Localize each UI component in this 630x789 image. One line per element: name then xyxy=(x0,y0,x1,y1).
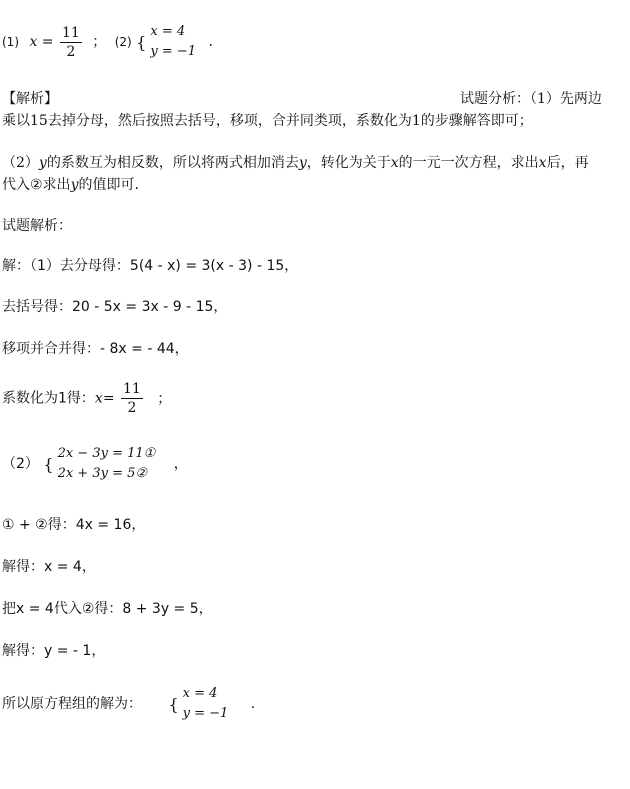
analysis-text: 去掉分母，然后按照去括号，移项，合并同类项，系数化为 xyxy=(47,113,412,129)
analysis-heading: 【解析】 xyxy=(2,91,58,107)
analysis-text: 的一元一次方程，求出 xyxy=(398,155,539,171)
solution-text: . xyxy=(250,696,256,712)
solution-step-7: 解得：x = 4， xyxy=(2,559,96,575)
answer-part2-system xyxy=(136,22,196,62)
solution-text: 所以原方程组的解为： xyxy=(2,696,142,712)
solution-step-2: 去括号得：20 - 5x = 3x - 9 - 15， xyxy=(2,299,228,315)
variable-x: x xyxy=(390,155,399,171)
system-row-2: y = −1 xyxy=(150,44,197,59)
analysis-title-row xyxy=(460,88,602,108)
fraction-denominator: 2 xyxy=(127,400,137,416)
system-brace: { xyxy=(168,694,179,714)
answer-part1-lhs: x = xyxy=(29,34,54,50)
analysis-text: 代入②求出 xyxy=(2,177,71,193)
equals-sign: = xyxy=(102,390,115,407)
paren-close: ） xyxy=(24,155,39,171)
fraction-numerator: 11 xyxy=(123,381,141,397)
system-brace: { xyxy=(136,32,147,52)
analysis-title: 试题分析： xyxy=(460,91,530,107)
final-system xyxy=(168,684,228,724)
analysis-number: 15 xyxy=(30,113,48,129)
answer-line xyxy=(2,22,213,62)
system-row-1: 2x − 3y = 11① xyxy=(57,446,156,461)
solution-step-9: 解得：y = - 1， xyxy=(2,643,106,659)
solution-text: ； xyxy=(157,390,172,407)
analysis-text: 的值即可. xyxy=(78,177,139,193)
variable-y: y xyxy=(38,155,47,171)
system-row-1: x = 4 xyxy=(150,24,186,39)
step-number: 1 xyxy=(537,91,546,107)
analysis-text: ，转化为关于 xyxy=(306,155,391,171)
analysis-text: 后，再 xyxy=(546,155,589,171)
solution-title: 试题解析： xyxy=(2,218,72,234)
system-brace: { xyxy=(43,454,54,474)
answer-part1-label: (1) xyxy=(2,35,19,49)
system-row-2: y = −1 xyxy=(182,706,229,721)
solution-step-1: 解：（1）去分母得：5(4 - x) = 3(x - 3) - 15， xyxy=(2,258,299,274)
system-row-1: x = 4 xyxy=(182,686,218,701)
solution-step-10 xyxy=(2,684,255,724)
step-number: 2 xyxy=(16,155,25,171)
answer-end: . xyxy=(208,34,213,50)
solution-text: ， xyxy=(173,456,188,472)
answer-separator: ； xyxy=(92,34,107,50)
equation-system xyxy=(43,444,155,484)
system-row-2: 2x + 3y = 5② xyxy=(57,466,148,481)
analysis-line1-text: ）先两边 xyxy=(545,91,602,107)
solution-step-3: 移项并合并得：- 8x = - 44， xyxy=(2,341,189,357)
variable-x: x xyxy=(538,155,547,171)
answer-part2-label: (2) xyxy=(114,35,132,49)
fraction-numerator: 11 xyxy=(61,24,80,41)
answer-part1-fraction xyxy=(60,24,82,61)
solution-step-5 xyxy=(2,444,188,484)
analysis-line-2 xyxy=(2,110,533,130)
variable-y: y xyxy=(70,177,79,193)
solution-text: 系数化为1得： xyxy=(2,390,95,407)
variable-x: x xyxy=(94,390,103,407)
variable-y: y xyxy=(298,155,307,171)
analysis-line-3 xyxy=(2,152,589,172)
solution-fraction xyxy=(121,380,143,417)
analysis-text: 乘以 xyxy=(2,113,30,129)
solution-step-4 xyxy=(2,380,171,417)
paren-open: （ xyxy=(530,91,537,107)
paren-open: （ xyxy=(2,155,16,171)
analysis-text: 的步骤解答即可； xyxy=(420,113,533,129)
analysis-line-4 xyxy=(2,174,139,194)
solution-step-6: ① + ②得：4x = 16， xyxy=(2,517,146,533)
analysis-number: 1 xyxy=(411,113,421,129)
analysis-text: 的系数互为相反数，所以将两式相加消去 xyxy=(46,155,299,171)
solution-step-8: 把x = 4代入②得：8 + 3y = 5， xyxy=(2,601,213,617)
fraction-denominator: 2 xyxy=(66,43,76,60)
part-label: （2） xyxy=(2,456,39,472)
